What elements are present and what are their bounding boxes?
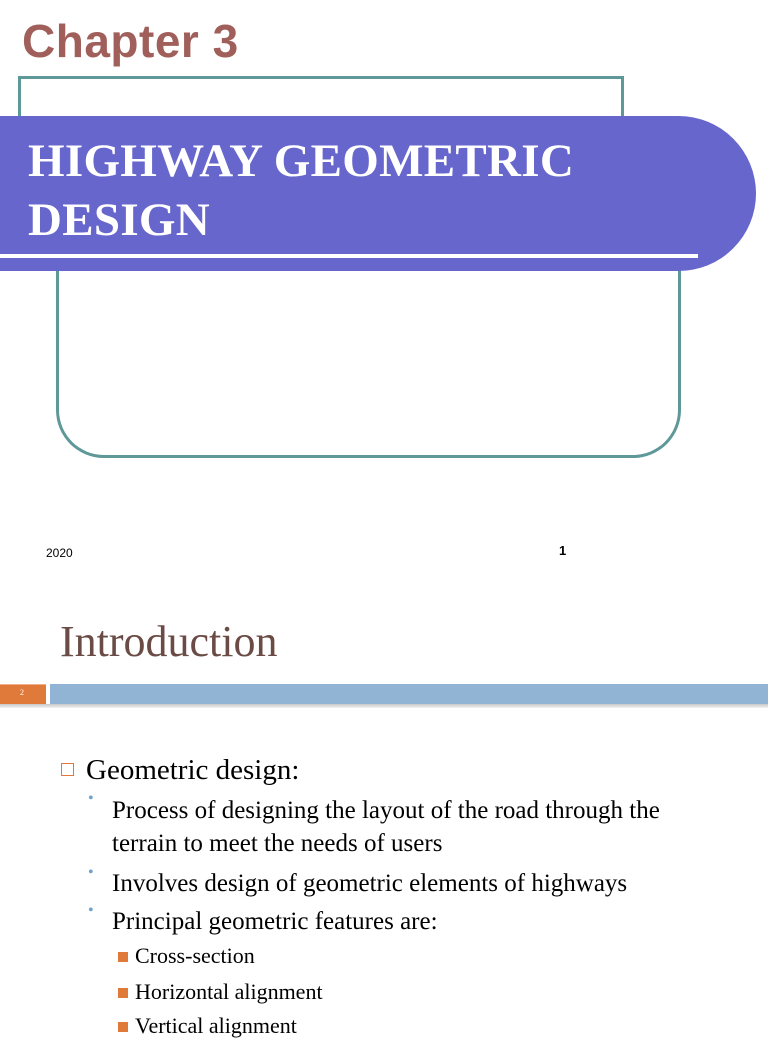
sub-bullet-item: Horizontal alignment: [135, 979, 323, 1004]
bullet-item: Involves design of geometric elements of highways: [112, 870, 628, 897]
chapter-label: Chapter 3: [22, 15, 239, 67]
page-number: 1: [559, 543, 567, 558]
orange-square-bullet-icon: [118, 1022, 128, 1032]
square-bullet-icon: [61, 763, 74, 776]
dot-bullet-icon: •: [88, 790, 94, 807]
bullet-item: Principal geometric features are:: [112, 908, 438, 935]
header-rule-shadow: [0, 704, 768, 708]
sub-bullet-item: Cross-section: [135, 943, 255, 968]
sub-bullet-item: Vertical alignment: [135, 1013, 297, 1038]
orange-square-bullet-icon: [118, 952, 128, 962]
dot-bullet-icon: •: [88, 902, 94, 919]
dot-bullet-icon: •: [88, 864, 94, 881]
bullet-heading: Geometric design:: [86, 754, 300, 786]
header-rule: [50, 684, 768, 704]
slide-title: [28, 132, 668, 250]
orange-square-bullet-icon: [118, 988, 128, 998]
bullet-item: Process of designing the layout of the road through the: [112, 797, 660, 824]
slide-title-line1: HIGHWAY GEOMETRIC: [28, 135, 575, 187]
content-slide: [0, 590, 768, 1038]
banner-divider: [0, 254, 698, 258]
bullet-item-continued: terrain to meet the needs of users: [112, 830, 443, 857]
slide-heading: Introduction: [60, 617, 278, 666]
footer-date: 2020: [46, 546, 73, 560]
slide-title-line2: DESIGN: [28, 194, 211, 246]
slide-number: 2: [20, 688, 24, 697]
decorative-frame-bottom: [56, 258, 681, 458]
